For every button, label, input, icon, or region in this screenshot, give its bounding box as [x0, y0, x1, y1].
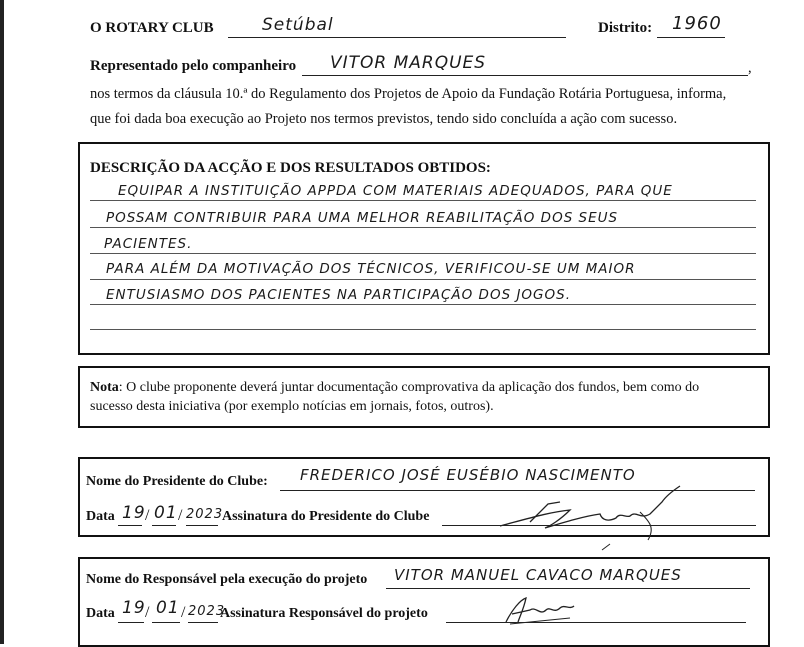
- club-underline: [228, 37, 566, 38]
- note-line-1: [90, 380, 699, 396]
- responsible-date-month: 01: [156, 598, 180, 618]
- representative-trailing: ,: [748, 60, 752, 76]
- description-rule: [90, 304, 756, 305]
- intro-line-1: nos termos da cláusula 10.ª do Regulamento dos Projetos de Apoio da Fundação Rotária Portuguesa, informa,: [90, 86, 727, 102]
- president-date-label: Data: [86, 509, 115, 524]
- responsible-name-underline: [386, 588, 750, 589]
- description-rule: [90, 200, 756, 201]
- president-date-year: 2023: [186, 507, 224, 522]
- president-name-label: Nome do Presidente do Clube:: [86, 474, 268, 489]
- description-rule: [90, 279, 756, 280]
- district-label: Distrito:: [598, 20, 653, 36]
- date-separator: /: [145, 604, 150, 621]
- president-name-value: FREDERICO JOSÉ EUSÉBIO NASCIMENTO: [300, 466, 636, 484]
- representative-underline: [302, 75, 748, 76]
- responsible-date-label: Data: [86, 606, 115, 621]
- president-signature-label: Assinatura do Presidente do Clube: [222, 509, 430, 524]
- representative-label: Representado pelo companheiro: [90, 58, 297, 74]
- description-title: DESCRIÇÃO DA ACÇÃO E DOS RESULTADOS OBTIDOS:: [90, 160, 491, 176]
- representative-value: VITOR MARQUES: [330, 53, 487, 73]
- date-underline: [118, 525, 142, 526]
- note-text-1: : O clube proponente deverá juntar documentação comprovativa da aplicação dos fundos, bem como do: [118, 380, 700, 395]
- description-rule: [90, 227, 756, 228]
- club-value: Setúbal: [262, 15, 334, 35]
- scan-left-edge: [0, 0, 4, 644]
- president-date-month: 01: [154, 503, 178, 523]
- description-line-2: POSSAM CONTRIBUIR PARA UMA MELHOR REABILITAÇÃO DOS SEUS: [106, 210, 619, 226]
- date-underline: [152, 525, 176, 526]
- date-separator: /: [178, 507, 183, 524]
- description-line-1: EQUIPAR A INSTITUIÇÃO APPDA COM MATERIAIS ADEQUADOS, PARA QUE: [118, 183, 673, 199]
- intro-line-2: que foi dada boa execução ao Projeto nos termos previstos, tendo sido concluída a ação com sucesso.: [90, 111, 678, 127]
- date-underline: [188, 622, 218, 623]
- date-separator: /: [181, 604, 186, 621]
- responsible-name-label: Nome do Responsável pela execução do projeto: [86, 572, 368, 587]
- district-underline: [657, 37, 725, 38]
- description-line-4: PARA ALÉM DA MOTIVAÇÃO DOS TÉCNICOS, VERIFICOU-SE UM MAIOR: [106, 261, 636, 277]
- date-underline: [152, 622, 180, 623]
- description-rule: [90, 329, 756, 330]
- note-box: [78, 366, 770, 428]
- president-date-day: 19: [122, 503, 146, 523]
- note-label: Nota: [90, 380, 119, 395]
- responsible-signature-label: Assinatura Responsável do projeto: [220, 606, 428, 621]
- district-value: 1960: [672, 13, 722, 34]
- description-line-3: PACIENTES.: [104, 236, 193, 252]
- responsible-signature-image: [500, 592, 580, 632]
- club-label: O ROTARY CLUB: [90, 20, 214, 36]
- note-line-2: sucesso desta iniciativa (por exemplo notícias em jornais, fotos, outros).: [90, 399, 494, 414]
- responsible-name-value: VITOR MANUEL CAVACO MARQUES: [394, 566, 682, 584]
- president-signature-image: [490, 482, 690, 554]
- responsible-date-year: 2023: [188, 604, 226, 619]
- responsible-signature-underline: [446, 622, 746, 623]
- date-underline: [186, 525, 218, 526]
- responsible-date-day: 19: [122, 598, 146, 618]
- description-line-5: ENTUSIASMO DOS PACIENTES NA PARTICIPAÇÃO DOS JOGOS.: [106, 287, 571, 303]
- date-underline: [118, 622, 144, 623]
- description-rule: [90, 253, 756, 254]
- date-separator: /: [145, 507, 150, 524]
